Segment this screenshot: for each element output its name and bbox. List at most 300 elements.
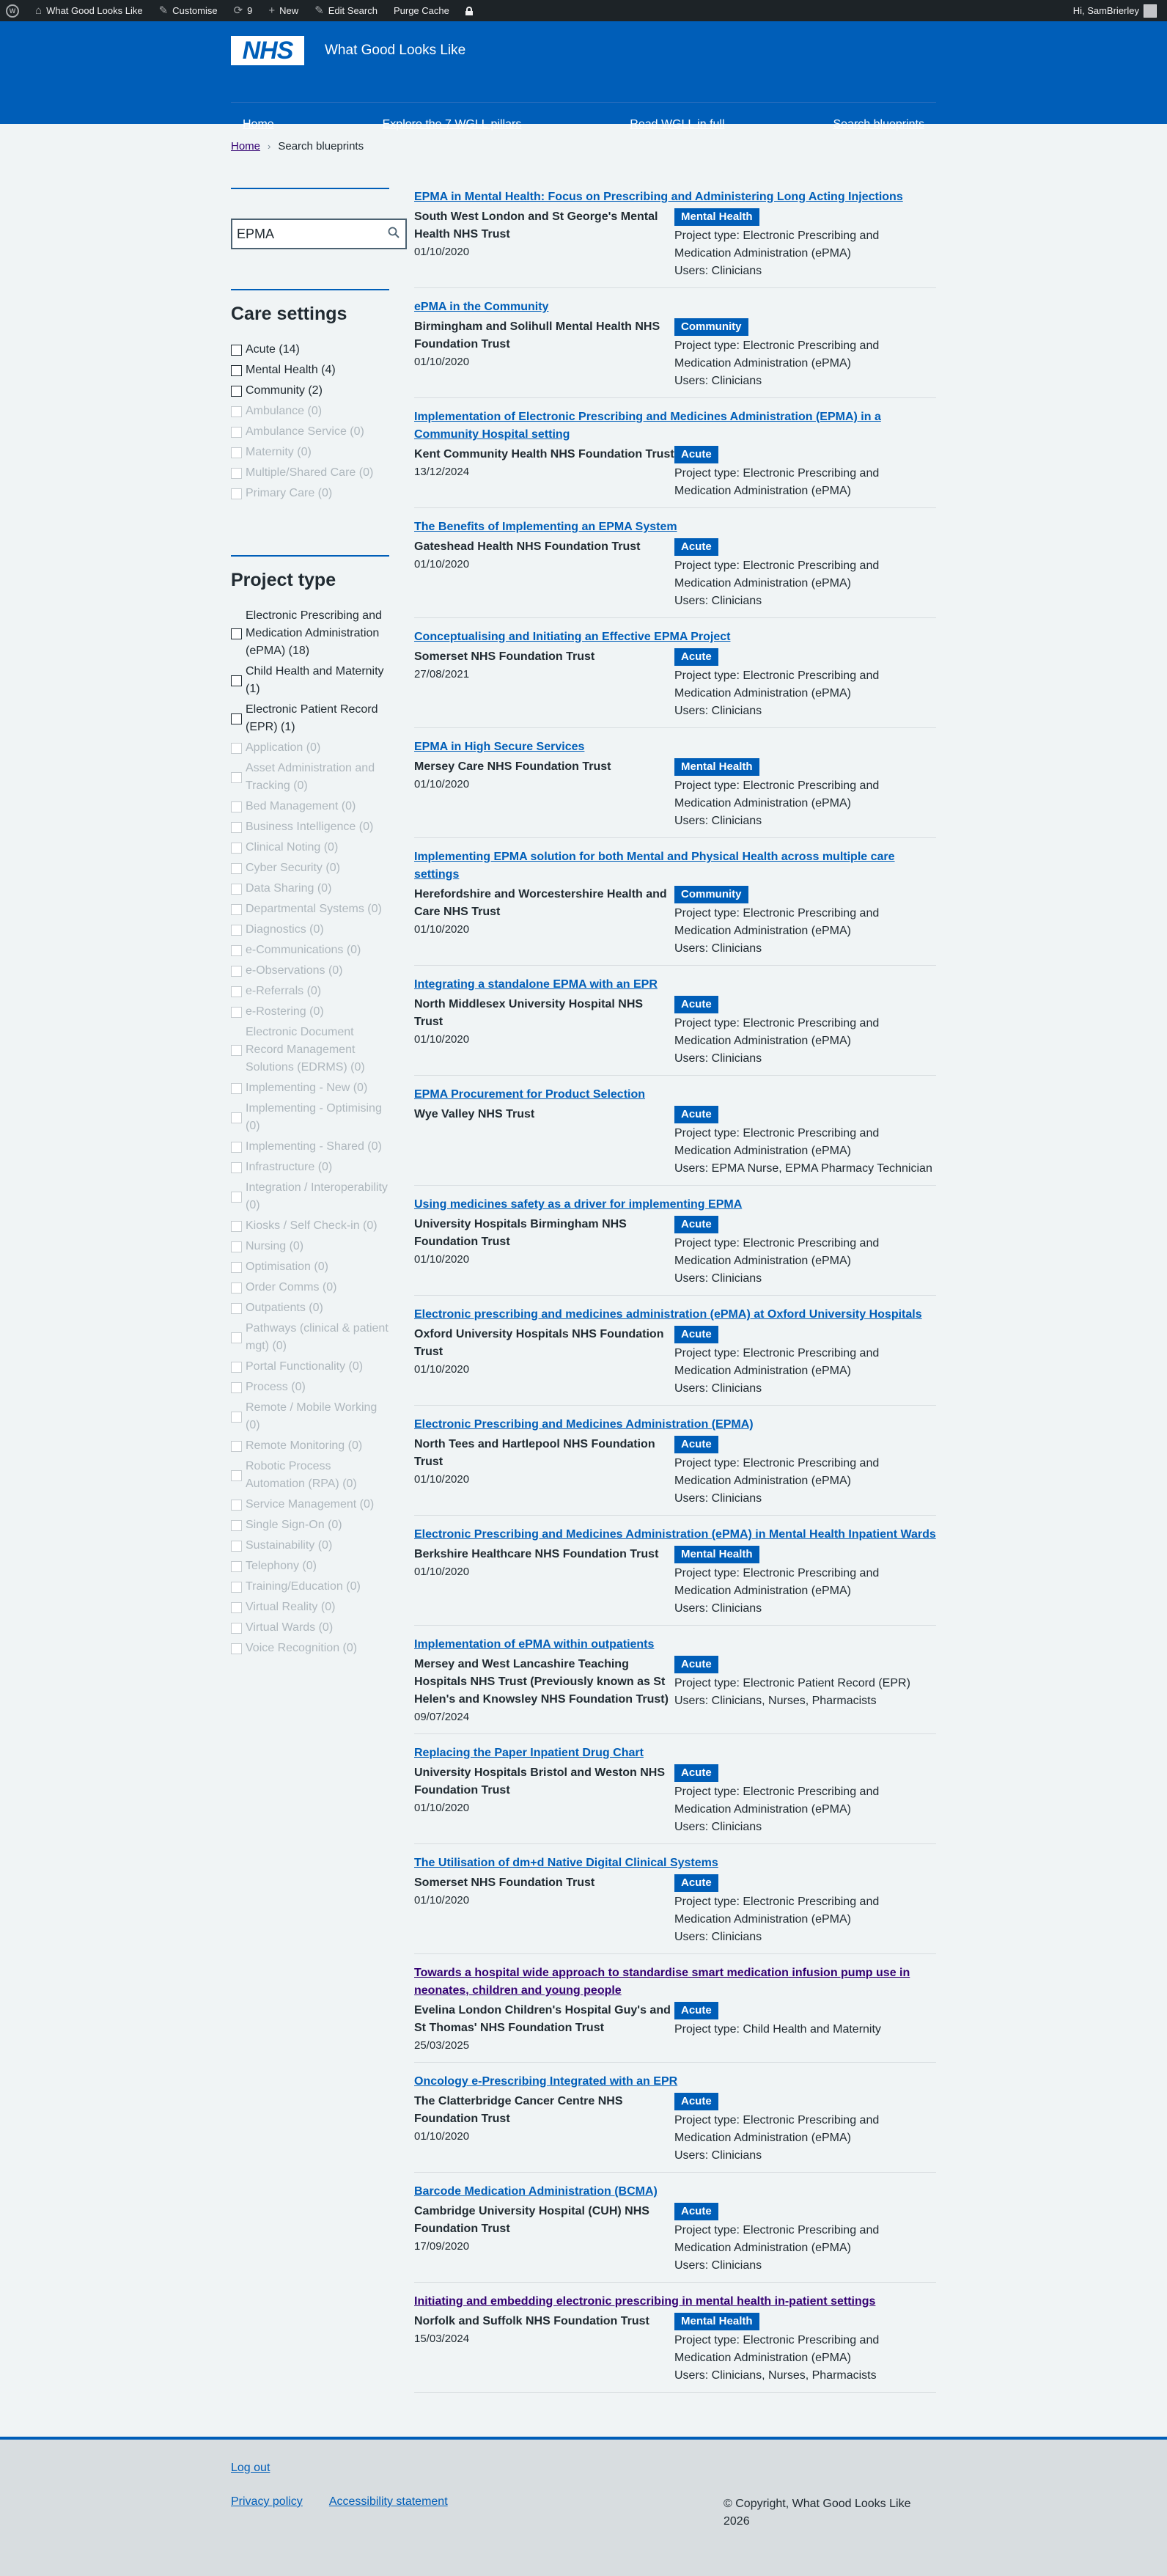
result-item bbox=[414, 1196, 936, 1296]
filter-option bbox=[231, 1258, 389, 1276]
filter-option bbox=[231, 1238, 389, 1255]
filter-option bbox=[231, 1640, 389, 1657]
result-item bbox=[414, 628, 936, 728]
filter-option bbox=[231, 818, 389, 836]
result-link[interactable]: Conceptualising and Initiating an Effective EPMA Project bbox=[414, 631, 731, 643]
organisation-name: Gateshead Health NHS Foundation Trust bbox=[414, 540, 641, 553]
care-setting-tag: Acute bbox=[674, 996, 718, 1013]
result-right bbox=[674, 1874, 936, 1946]
filter-option[interactable] bbox=[231, 607, 389, 660]
filter-option-label: Virtual Wards (0) bbox=[246, 1621, 334, 1634]
breadcrumb bbox=[231, 124, 936, 153]
admin-bar-label: Customise bbox=[172, 5, 218, 16]
nav-link[interactable]: Explore the 7 WGLL pillars bbox=[382, 117, 522, 131]
filter-option-label: Training/Education (0) bbox=[246, 1580, 361, 1593]
project-type-heading: Project type bbox=[231, 570, 336, 590]
admin-bar-label: Purge Cache bbox=[393, 5, 449, 16]
result-left bbox=[414, 1216, 674, 1288]
filter-option-label: Multiple/Shared Care (0) bbox=[246, 466, 374, 479]
copyright: © Copyright, What Good Looks Like 2026 bbox=[724, 2498, 911, 2528]
result-right bbox=[674, 2313, 936, 2385]
checkbox bbox=[231, 447, 242, 458]
filter-option-label: e-Rostering (0) bbox=[246, 1005, 324, 1018]
filter-option bbox=[231, 1179, 389, 1214]
result-item bbox=[414, 976, 936, 1076]
admin-bar-label: What Good Looks Like bbox=[46, 5, 143, 16]
organisation-name: Mersey Care NHS Foundation Trust bbox=[414, 760, 611, 773]
result-body bbox=[414, 446, 936, 500]
filter-option-label: Electronic Prescribing and Medication Administration (ePMA) (18) bbox=[246, 609, 382, 657]
result-item bbox=[414, 2073, 936, 2173]
checkbox bbox=[231, 904, 242, 915]
admin-bar-item[interactable] bbox=[394, 5, 449, 16]
organisation-name: North Middlesex University Hospital NHS Trust bbox=[414, 998, 644, 1028]
filter-option[interactable] bbox=[231, 362, 389, 379]
result-right bbox=[674, 1106, 936, 1178]
filter-option-label: Maternity (0) bbox=[246, 446, 312, 458]
result-title bbox=[414, 1196, 936, 1214]
breadcrumb-current: Search blueprints bbox=[278, 140, 364, 153]
result-link[interactable]: Implementing EPMA solution for both Mental and Physical Health across multiple care settings bbox=[414, 851, 895, 881]
result-right bbox=[674, 318, 936, 390]
users: Users: EPMA Nurse, EPMA Pharmacy Technician bbox=[674, 1162, 932, 1175]
result-date: 01/10/2020 bbox=[414, 246, 470, 258]
filter-option bbox=[231, 1358, 389, 1376]
result-left bbox=[414, 1436, 674, 1508]
filter-option bbox=[231, 1299, 389, 1317]
admin-bar-item[interactable] bbox=[6, 4, 19, 18]
result-left bbox=[414, 2093, 674, 2165]
checkbox bbox=[231, 1643, 242, 1654]
organisation-name: Somerset NHS Foundation Trust bbox=[414, 1876, 595, 1889]
project-type: Project type: Electronic Prescribing and Medication Administration (ePMA) bbox=[674, 907, 880, 937]
users: Users: Clinicians bbox=[674, 1382, 762, 1395]
organisation-name: Oxford University Hospitals NHS Foundation Trust bbox=[414, 1328, 664, 1358]
organisation-name: North Tees and Hartlepool NHS Foundation Trust bbox=[414, 1438, 655, 1468]
filter-option bbox=[231, 1100, 389, 1135]
pencil-icon: ✎ bbox=[314, 4, 324, 17]
result-link[interactable]: The Benefits of Implementing an EPMA System bbox=[414, 521, 677, 533]
result-item bbox=[414, 1636, 936, 1734]
checkbox bbox=[231, 1142, 242, 1153]
result-date: 17/09/2020 bbox=[414, 2240, 470, 2253]
care-setting-tag: Acute bbox=[674, 1436, 718, 1453]
admin-bar-item[interactable] bbox=[314, 5, 378, 16]
result-left bbox=[414, 538, 674, 610]
result-right bbox=[674, 446, 936, 500]
checkbox bbox=[231, 822, 242, 833]
admin-bar-item[interactable] bbox=[35, 5, 143, 16]
result-body bbox=[414, 318, 936, 390]
account-menu[interactable] bbox=[1073, 4, 1157, 18]
filter-option-label: Sustainability (0) bbox=[246, 1539, 333, 1552]
result-right bbox=[674, 1216, 936, 1288]
result-body bbox=[414, 538, 936, 610]
footer-link[interactable]: Privacy policy bbox=[231, 2495, 303, 2508]
care-setting-tag: Acute bbox=[674, 2002, 718, 2019]
checkbox bbox=[231, 468, 242, 479]
result-link[interactable]: Barcode Medication Administration (BCMA) bbox=[414, 2185, 658, 2198]
result-item bbox=[414, 1964, 936, 2063]
filter-option bbox=[231, 921, 389, 939]
filter-option bbox=[231, 1379, 389, 1396]
checkbox bbox=[231, 1602, 242, 1613]
result-left bbox=[414, 2002, 674, 2055]
filter-option[interactable] bbox=[231, 382, 389, 400]
checkbox bbox=[231, 1007, 242, 1018]
filter-option bbox=[231, 760, 389, 795]
organisation-name: University Hospitals Birmingham NHS Foundation Trust bbox=[414, 1218, 627, 1248]
filter-option bbox=[231, 1138, 389, 1156]
site-header bbox=[0, 21, 1167, 131]
checkbox bbox=[231, 488, 242, 499]
checkbox bbox=[231, 1303, 242, 1314]
result-body bbox=[414, 1436, 936, 1508]
filter-option-label: Outpatients (0) bbox=[246, 1302, 323, 1314]
project-type: Project type: Electronic Prescribing and Medication Administration (ePMA) bbox=[674, 1896, 880, 1926]
filter-option-label: Single Sign-On (0) bbox=[246, 1519, 342, 1531]
checkbox bbox=[231, 1382, 242, 1393]
result-item bbox=[414, 408, 936, 508]
result-right bbox=[674, 758, 936, 830]
search-box bbox=[231, 219, 389, 249]
filter-option bbox=[231, 859, 389, 877]
result-title bbox=[414, 408, 936, 444]
filter-option-label: Primary Care (0) bbox=[246, 487, 333, 499]
filter-option[interactable] bbox=[231, 663, 389, 698]
checkbox[interactable] bbox=[231, 628, 242, 639]
project-type: Project type: Electronic Prescribing and Medication Administration (ePMA) bbox=[674, 1237, 880, 1267]
result-left bbox=[414, 318, 674, 390]
admin-bar-label: 9 bbox=[247, 5, 253, 16]
care-setting-tag: Community bbox=[674, 318, 748, 336]
project-type: Project type: Electronic Prescribing and Medication Administration (ePMA) bbox=[674, 2224, 880, 2254]
filter-option bbox=[231, 444, 389, 461]
checkbox bbox=[231, 1541, 242, 1552]
divider bbox=[231, 289, 389, 290]
filter-option-label: Acute (14) bbox=[246, 343, 300, 356]
filter-option[interactable] bbox=[231, 701, 389, 736]
result-date: 01/10/2020 bbox=[414, 2130, 470, 2143]
result-title bbox=[414, 1526, 936, 1544]
users: Users: Clinicians bbox=[674, 1492, 762, 1505]
filter-option bbox=[231, 1399, 389, 1434]
project-type: Project type: Electronic Prescribing and Medication Administration (ePMA) bbox=[674, 230, 880, 260]
care-setting-tag: Mental Health bbox=[674, 208, 759, 226]
result-date: 01/10/2020 bbox=[414, 1566, 470, 1578]
filter-option-label: Bed Management (0) bbox=[246, 800, 356, 812]
organisation-name: Norfolk and Suffolk NHS Foundation Trust bbox=[414, 2315, 649, 2327]
project-type: Project type: Child Health and Maternity bbox=[674, 2023, 881, 2036]
checkbox bbox=[231, 843, 242, 854]
checkbox[interactable] bbox=[231, 345, 242, 356]
filter-option-label: Departmental Systems (0) bbox=[246, 903, 382, 915]
care-setting-tag: Acute bbox=[674, 1326, 718, 1343]
result-link[interactable]: Implementation of Electronic Prescribing and Medicines Administration (EPMA) in a Community Hospital setting bbox=[414, 411, 881, 441]
checkbox bbox=[231, 1192, 242, 1203]
filter-option-label: Implementing - New (0) bbox=[246, 1082, 368, 1094]
care-setting-tag: Mental Health bbox=[674, 1546, 759, 1563]
filter-option bbox=[231, 1496, 389, 1513]
result-right bbox=[674, 2002, 936, 2055]
result-link[interactable]: Replacing the Paper Inpatient Drug Chart bbox=[414, 1747, 644, 1759]
checkbox bbox=[231, 1362, 242, 1373]
project-type: Project type: Electronic Prescribing and Medication Administration (ePMA) bbox=[674, 1127, 880, 1157]
care-setting-tag: Acute bbox=[674, 648, 718, 666]
care-setting-tag: Acute bbox=[674, 1106, 718, 1123]
organisation-name: The Clatterbridge Cancer Centre NHS Foundation Trust bbox=[414, 2095, 623, 2125]
filter-option bbox=[231, 1516, 389, 1534]
filter-option bbox=[231, 485, 389, 502]
checkbox bbox=[231, 1221, 242, 1232]
filter-option bbox=[231, 1024, 389, 1076]
checkbox bbox=[231, 743, 242, 754]
result-link[interactable]: Electronic Prescribing and Medicines Administration (EPMA) bbox=[414, 1418, 754, 1431]
breadcrumb-home-link[interactable]: Home bbox=[231, 140, 261, 153]
search-input[interactable] bbox=[231, 219, 407, 249]
result-date: 13/12/2024 bbox=[414, 466, 470, 478]
admin-bar-item[interactable] bbox=[268, 5, 298, 16]
result-date: 01/10/2020 bbox=[414, 778, 470, 790]
users: Users: Clinicians bbox=[674, 705, 762, 717]
result-left bbox=[414, 1546, 674, 1618]
care-setting-tag: Acute bbox=[674, 538, 718, 556]
result-left bbox=[414, 446, 674, 500]
users: Users: Clinicians bbox=[674, 1931, 762, 1943]
result-date: 15/03/2024 bbox=[414, 2333, 470, 2345]
result-right bbox=[674, 1764, 936, 1836]
result-title bbox=[414, 298, 936, 316]
result-item bbox=[414, 2293, 936, 2393]
admin-bar bbox=[0, 0, 1167, 21]
result-title bbox=[414, 738, 936, 756]
filter-option bbox=[231, 839, 389, 856]
lock-icon[interactable] bbox=[465, 7, 473, 15]
result-item bbox=[414, 738, 936, 838]
admin-bar-item[interactable] bbox=[234, 5, 253, 16]
result-item bbox=[414, 1086, 936, 1186]
users: Users: Clinicians bbox=[674, 815, 762, 827]
filters-sidebar bbox=[231, 188, 389, 2403]
filter-option-label: Cyber Security (0) bbox=[246, 862, 340, 874]
project-type-filter bbox=[231, 555, 389, 1657]
result-item bbox=[414, 1744, 936, 1844]
filter-option-label: Voice Recognition (0) bbox=[246, 1642, 358, 1654]
project-type: Project type: Electronic Prescribing and Medication Administration (ePMA) bbox=[674, 1347, 880, 1377]
checkbox bbox=[231, 986, 242, 997]
filter-option-label: Implementing - Optimising (0) bbox=[246, 1102, 382, 1132]
checkbox bbox=[231, 772, 242, 783]
organisation-name: Berkshire Healthcare NHS Foundation Trust bbox=[414, 1548, 659, 1560]
users: Users: Clinicians bbox=[674, 595, 762, 607]
organisation-name: South West London and St George's Mental Health NHS Trust bbox=[414, 210, 658, 241]
logout-link[interactable]: Log out bbox=[231, 2462, 270, 2474]
checkbox bbox=[231, 1262, 242, 1273]
filter-option-label: Clinical Noting (0) bbox=[246, 841, 339, 854]
result-link[interactable]: Using medicines safety as a driver for implementing EPMA bbox=[414, 1198, 743, 1211]
project-type: Project type: Electronic Prescribing and Medication Administration (ePMA) bbox=[674, 559, 880, 590]
result-title bbox=[414, 1306, 936, 1324]
project-type: Project type: Electronic Prescribing and Medication Administration (ePMA) bbox=[674, 2334, 880, 2364]
checkbox[interactable] bbox=[231, 675, 242, 686]
result-title bbox=[414, 2183, 936, 2201]
result-date: 01/10/2020 bbox=[414, 1802, 470, 1814]
result-right bbox=[674, 996, 936, 1068]
result-link[interactable]: EPMA in High Secure Services bbox=[414, 741, 585, 753]
filter-option-label: Electronic Patient Record (EPR) (1) bbox=[246, 703, 378, 733]
organisation-name: Kent Community Health NHS Foundation Trust bbox=[414, 448, 674, 460]
result-title bbox=[414, 1416, 936, 1434]
result-link[interactable]: Implementation of ePMA within outpatients bbox=[414, 1638, 655, 1651]
result-item bbox=[414, 1306, 936, 1406]
checkbox bbox=[231, 1045, 242, 1056]
filter-option-label: Electronic Document Record Management Solutions (EDRMS) (0) bbox=[246, 1026, 365, 1074]
filter-option bbox=[231, 1537, 389, 1555]
checkbox bbox=[231, 1112, 242, 1123]
admin-bar-right bbox=[1073, 4, 1157, 18]
result-link[interactable]: EPMA Procurement for Product Selection bbox=[414, 1088, 646, 1101]
result-left bbox=[414, 2203, 674, 2275]
search-icon[interactable] bbox=[388, 227, 400, 238]
nav-link[interactable]: Search blueprints bbox=[833, 117, 924, 131]
result-body bbox=[414, 1546, 936, 1618]
filter-option-label: Remote Monitoring (0) bbox=[246, 1439, 363, 1452]
organisation-name: Herefordshire and Worcestershire Health and Care NHS Trust bbox=[414, 888, 667, 918]
result-title bbox=[414, 188, 936, 206]
organisation-name: University Hospitals Bristol and Weston NHS Foundation Trust bbox=[414, 1766, 665, 1797]
result-date: 27/08/2021 bbox=[414, 668, 470, 680]
users: Users: Clinicians bbox=[674, 265, 762, 277]
result-right bbox=[674, 538, 936, 610]
result-left bbox=[414, 886, 674, 958]
result-left bbox=[414, 2313, 674, 2385]
filter-option-label: Implementing - Shared (0) bbox=[246, 1140, 382, 1153]
filter-option bbox=[231, 739, 389, 757]
filter-option-label: Virtual Reality (0) bbox=[246, 1601, 336, 1613]
result-link[interactable]: Electronic prescribing and medicines administration (ePMA) at Oxford University Hospitals bbox=[414, 1308, 922, 1321]
result-right bbox=[674, 648, 936, 720]
result-link[interactable]: Initiating and embedding electronic prescribing in mental health in-patient settings bbox=[414, 2295, 876, 2308]
result-right bbox=[674, 208, 936, 280]
checkbox bbox=[231, 1241, 242, 1252]
project-type: Project type: Electronic Patient Record (EPR) bbox=[674, 1677, 910, 1689]
avatar bbox=[1144, 4, 1157, 18]
filter-option-label: Community (2) bbox=[246, 384, 323, 397]
checkbox[interactable] bbox=[231, 713, 242, 724]
result-title bbox=[414, 1636, 936, 1654]
filter-option-label: Pathways (clinical & patient mgt) (0) bbox=[246, 1322, 389, 1352]
result-body bbox=[414, 1216, 936, 1288]
care-setting-tag: Community bbox=[674, 886, 748, 903]
wordpress-icon[interactable]: W bbox=[6, 4, 19, 18]
users: Users: Clinicians, Nurses, Pharmacists bbox=[674, 1695, 877, 1707]
organisation-name: Somerset NHS Foundation Trust bbox=[414, 650, 595, 663]
checkbox[interactable] bbox=[231, 365, 242, 376]
filter-option bbox=[231, 464, 389, 482]
checkbox bbox=[231, 406, 242, 417]
filter-option[interactable] bbox=[231, 341, 389, 359]
result-body bbox=[414, 2002, 936, 2055]
service-name[interactable]: What Good Looks Like bbox=[325, 43, 466, 58]
result-body bbox=[414, 2313, 936, 2385]
checkbox bbox=[231, 863, 242, 874]
filter-option-label: Ambulance Service (0) bbox=[246, 425, 364, 438]
users: Users: Clinicians bbox=[674, 1052, 762, 1065]
filter-option-label: Ambulance (0) bbox=[246, 405, 323, 417]
result-link[interactable]: The Utilisation of dm+d Native Digital Clinical Systems bbox=[414, 1857, 718, 1869]
result-right bbox=[674, 1546, 936, 1618]
filter-option-label: e-Referrals (0) bbox=[246, 985, 322, 997]
result-left bbox=[414, 1874, 674, 1946]
footer-links bbox=[231, 2495, 448, 2531]
result-link[interactable]: Oncology e-Prescribing Integrated with an EPR bbox=[414, 2075, 678, 2088]
users: Users: Clinicians bbox=[674, 2149, 762, 2162]
result-left bbox=[414, 996, 674, 1068]
checkbox bbox=[231, 884, 242, 895]
checkbox bbox=[231, 1582, 242, 1593]
divider bbox=[231, 555, 389, 557]
nav-link[interactable]: Read WGLL in full bbox=[630, 117, 725, 131]
care-setting-tag: Acute bbox=[674, 1656, 718, 1673]
nav-link[interactable]: Home bbox=[243, 117, 274, 131]
care-setting-tag: Acute bbox=[674, 2093, 718, 2110]
result-date: 01/10/2020 bbox=[414, 1894, 470, 1907]
result-link[interactable]: Integrating a standalone EPMA with an EPR bbox=[414, 978, 658, 991]
result-title bbox=[414, 1086, 936, 1104]
result-body bbox=[414, 2093, 936, 2165]
project-type: Project type: Electronic Prescribing and Medication Administration (ePMA) bbox=[674, 779, 880, 810]
filter-option-label: Mental Health (4) bbox=[246, 364, 336, 376]
checkbox[interactable] bbox=[231, 386, 242, 397]
result-date: 01/10/2020 bbox=[414, 1253, 470, 1266]
footer-link[interactable]: Accessibility statement bbox=[328, 2495, 448, 2508]
admin-bar-item[interactable] bbox=[159, 5, 218, 16]
filter-option bbox=[231, 423, 389, 441]
filter-option bbox=[231, 1217, 389, 1235]
filter-option bbox=[231, 1578, 389, 1596]
checkbox bbox=[231, 925, 242, 936]
result-body bbox=[414, 1656, 936, 1726]
result-title bbox=[414, 518, 936, 536]
filter-option-label: Process (0) bbox=[246, 1381, 306, 1393]
care-setting-tag: Acute bbox=[674, 1764, 718, 1782]
filter-option-label: Service Management (0) bbox=[246, 1498, 375, 1511]
result-link[interactable]: ePMA in the Community bbox=[414, 301, 549, 313]
filter-option bbox=[231, 942, 389, 959]
result-right bbox=[674, 1326, 936, 1398]
result-body bbox=[414, 1106, 936, 1178]
filter-option-label: Optimisation (0) bbox=[246, 1261, 328, 1273]
filter-option bbox=[231, 1279, 389, 1296]
care-settings-filter bbox=[231, 289, 389, 502]
result-date: 01/10/2020 bbox=[414, 1363, 470, 1376]
result-title bbox=[414, 1744, 936, 1762]
result-date: 01/10/2020 bbox=[414, 1033, 470, 1046]
plus-icon: + bbox=[268, 4, 276, 17]
project-type: Project type: Electronic Prescribing and Medication Administration (ePMA) bbox=[674, 1017, 880, 1047]
nhs-logo[interactable]: NHS bbox=[231, 36, 304, 65]
result-body bbox=[414, 208, 936, 280]
result-link[interactable]: EPMA in Mental Health: Focus on Prescribing and Administering Long Acting Injections bbox=[414, 191, 903, 203]
care-setting-tag: Mental Health bbox=[674, 758, 759, 776]
result-link[interactable]: Towards a hospital wide approach to standardise smart medication infusion pump use in neonates, children and young people bbox=[414, 1967, 910, 1997]
filter-option-label: Integration / Interoperability (0) bbox=[246, 1181, 388, 1211]
result-date: 25/03/2025 bbox=[414, 2039, 470, 2052]
result-item bbox=[414, 2183, 936, 2283]
result-link[interactable]: Electronic Prescribing and Medicines Administration (ePMA) in Mental Health Inpatient Wards bbox=[414, 1528, 936, 1541]
users: Users: Clinicians bbox=[674, 1821, 762, 1833]
result-title bbox=[414, 848, 936, 884]
